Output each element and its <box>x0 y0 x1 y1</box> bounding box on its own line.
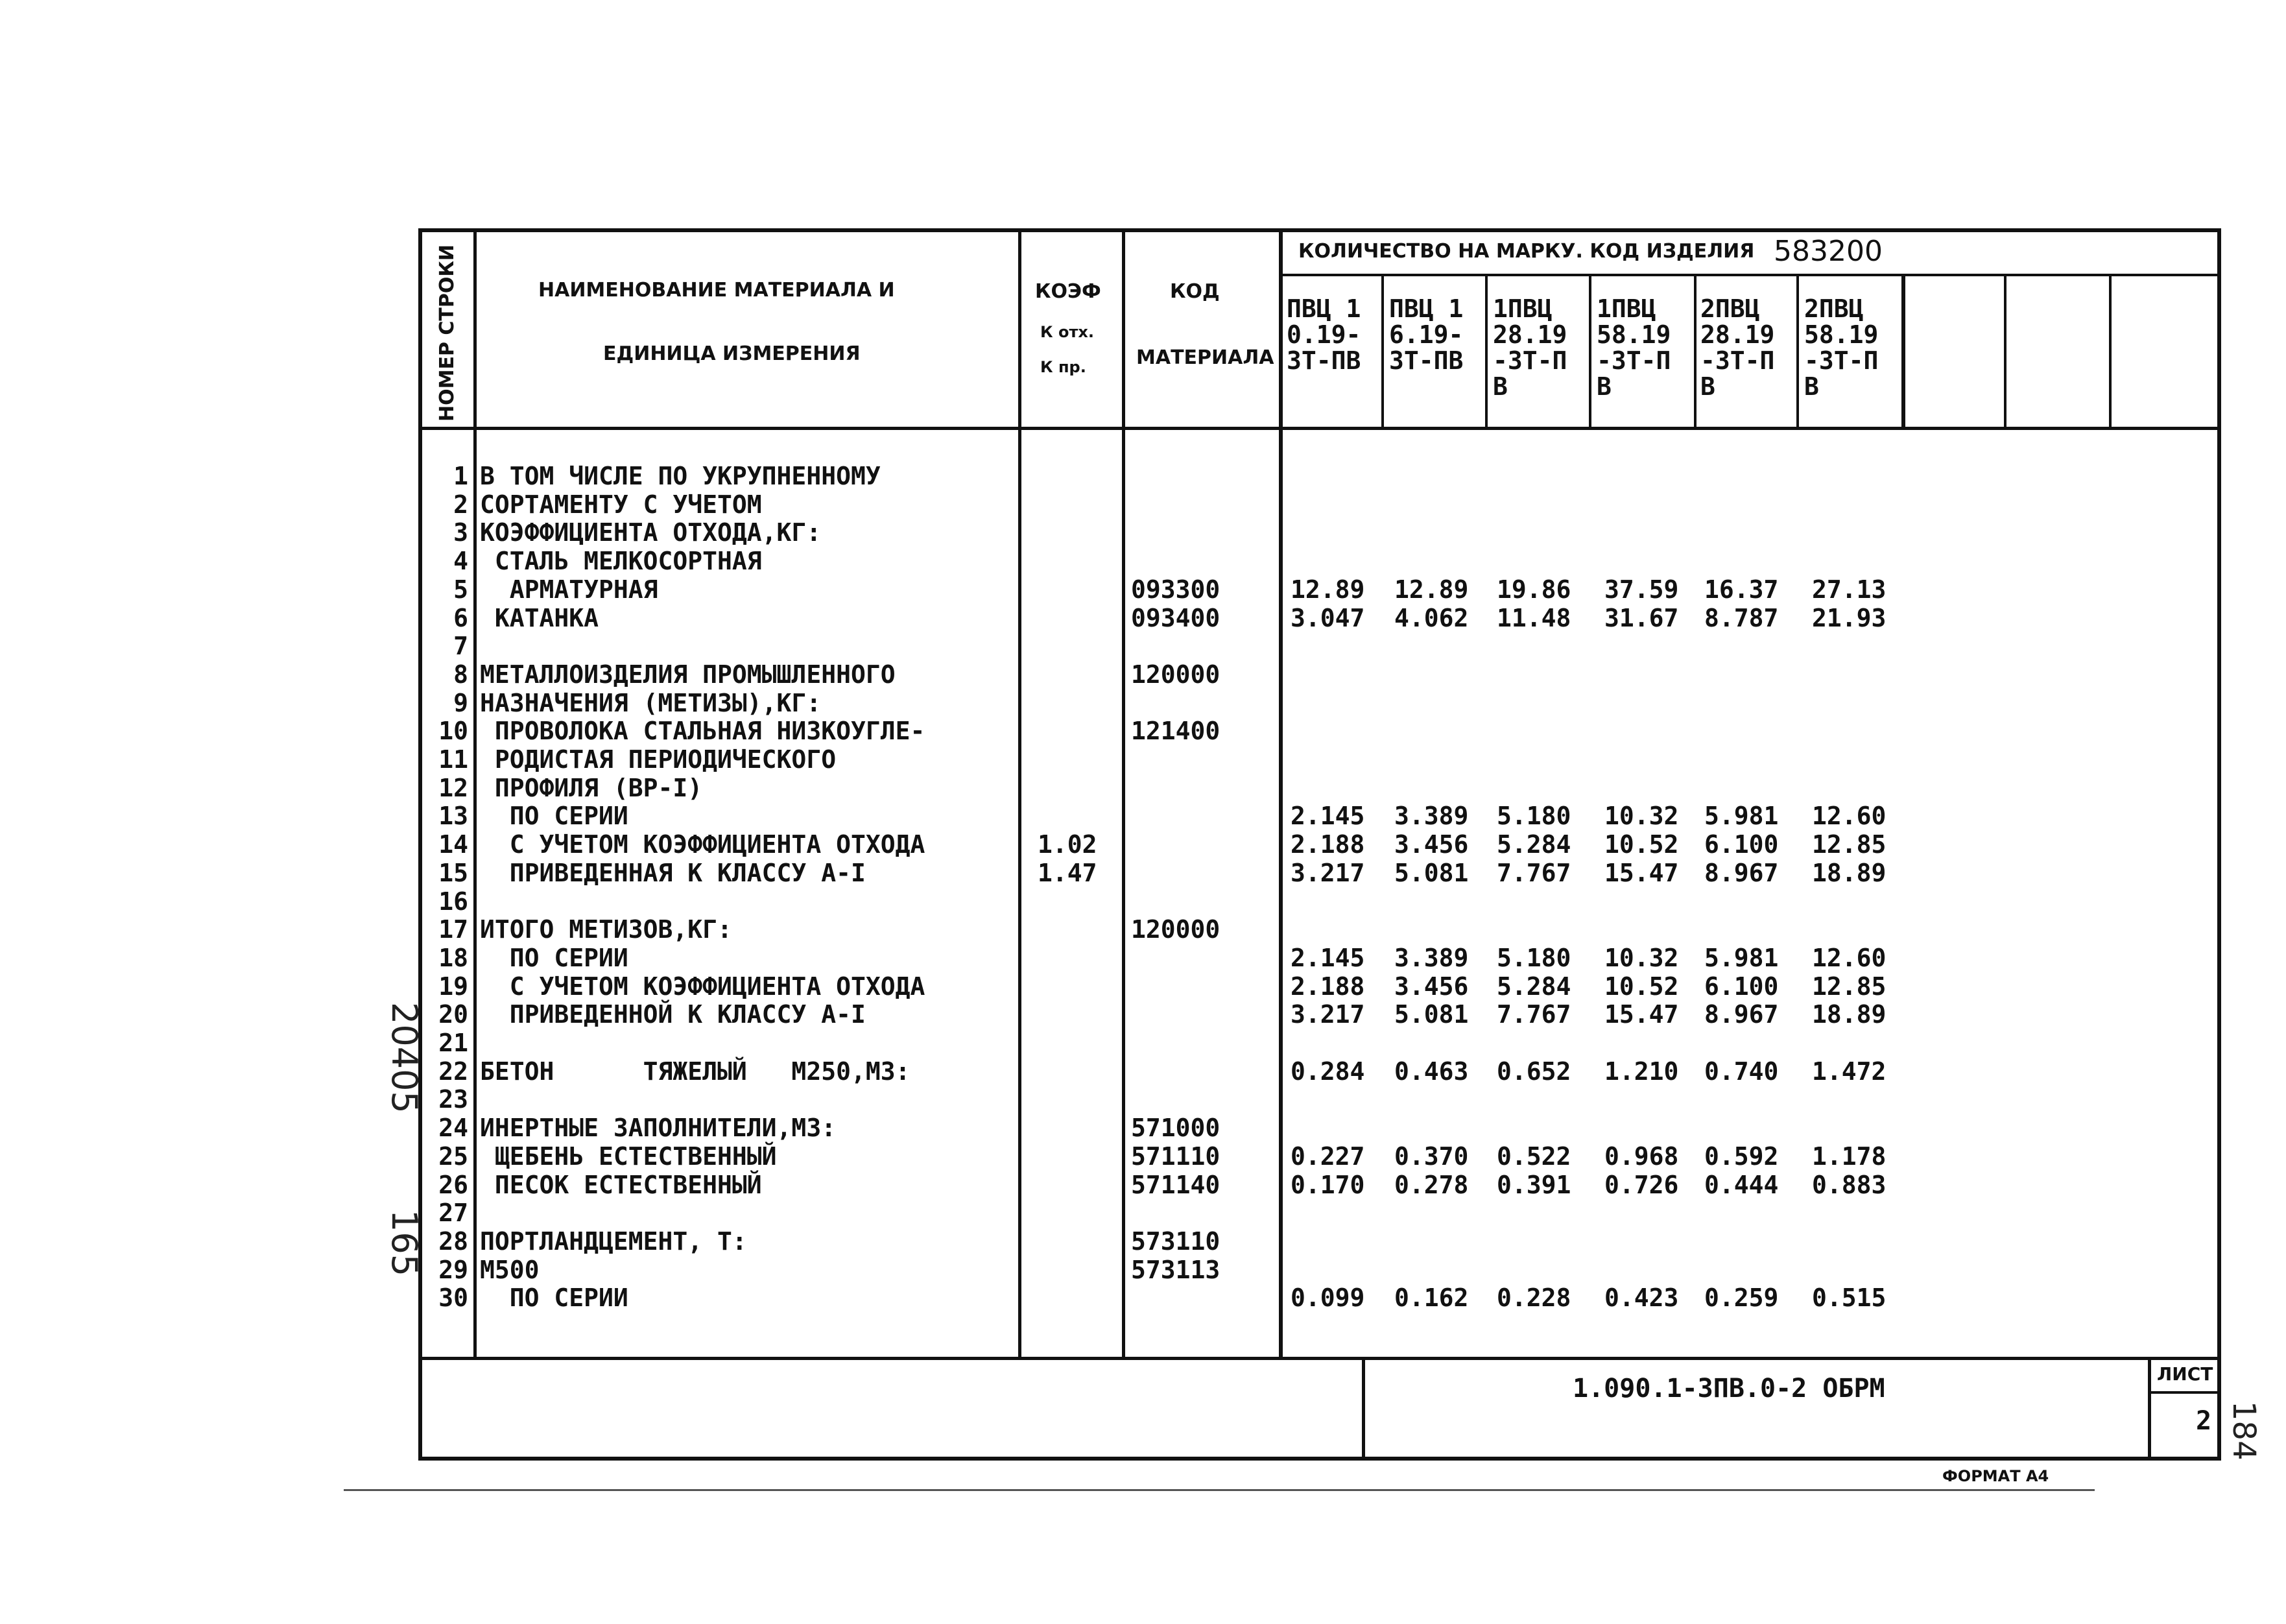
quantity-cell: 27.13 <box>1812 575 1887 604</box>
quantity-cell: 6.100 <box>1704 830 1779 859</box>
format-label: ФОРМАТ А4 <box>1942 1467 2049 1485</box>
quantity-cell: 37.59 <box>1604 575 1679 604</box>
table-row <box>0 915 2286 944</box>
document-code: 1.090.1-3ПВ.0-2 ОБРМ <box>1573 1374 1885 1403</box>
quantity-cell: 3.217 <box>1291 1000 1365 1029</box>
quantity-cell: 0.370 <box>1394 1142 1469 1171</box>
quantity-cell: 10.52 <box>1604 830 1679 859</box>
material-code: 093300 <box>1131 575 1220 604</box>
quantity-cell: 10.32 <box>1604 802 1679 830</box>
margin-note-right: 184 <box>2226 1401 2262 1461</box>
quantity-cell: 11.48 <box>1497 604 1571 632</box>
code-header: КОД <box>1170 280 1220 303</box>
quantity-cell: 5.981 <box>1704 944 1779 972</box>
row-number: 12 <box>438 774 468 802</box>
mark-header: 2ПВЦ 58.19 -3Т-П В <box>1804 294 1879 401</box>
quantity-cell: 4.062 <box>1394 604 1469 632</box>
quantity-cell: 0.227 <box>1291 1142 1365 1171</box>
quantity-cell: 0.522 <box>1497 1142 1571 1171</box>
row-number: 29 <box>438 1256 468 1284</box>
mark-header: ПВЦ 1 0.19- 3Т-ПВ <box>1287 294 1361 375</box>
table-row <box>0 1227 2286 1256</box>
table-row <box>0 1029 2286 1057</box>
material-name: ПО СЕРИИ <box>480 802 628 830</box>
material-name: ПО СЕРИИ <box>480 944 628 972</box>
table-row <box>0 1142 2286 1171</box>
row-number: 20 <box>438 1000 468 1029</box>
quantity-cell: 5.081 <box>1394 859 1469 887</box>
quantity-cell: 16.37 <box>1704 575 1779 604</box>
table-row <box>0 632 2286 660</box>
product-code: 583200 <box>1774 235 1883 268</box>
row-number: 4 <box>453 547 468 575</box>
row-number: 23 <box>438 1085 468 1114</box>
material-name: С УЧЕТОМ КОЭФФИЦИЕНТА ОТХОДА <box>480 972 925 1001</box>
material-name: МЕТАЛЛОИЗДЕЛИЯ ПРОМЫШЛЕННОГО <box>480 660 896 689</box>
row-number: 27 <box>438 1199 468 1227</box>
sheet-number: 2 <box>2196 1406 2212 1436</box>
row-number: 5 <box>453 575 468 604</box>
quantity-cell: 0.162 <box>1394 1284 1469 1312</box>
quantity-cell: 18.89 <box>1812 859 1887 887</box>
row-number: 8 <box>453 660 468 689</box>
material-name: КОЭФФИЦИЕНТА ОТХОДА,КГ: <box>480 518 822 547</box>
quantity-cell: 12.60 <box>1812 802 1887 830</box>
quantity-cell: 21.93 <box>1812 604 1887 632</box>
material-name: ПРИВЕДЕННАЯ К КЛАССУ А-I <box>480 859 866 887</box>
quantity-cell: 12.89 <box>1291 575 1365 604</box>
row-number: 6 <box>453 604 468 632</box>
table-row <box>0 802 2286 830</box>
material-name: БЕТОН ТЯЖЕЛЫЙ М250,М3: <box>480 1057 911 1086</box>
margin-note-number: 20405 <box>384 1002 425 1114</box>
material-code: 571110 <box>1131 1142 1220 1171</box>
quantity-cell: 0.592 <box>1704 1142 1779 1171</box>
material-name: СОРТАМЕНТУ С УЧЕТОМ <box>480 490 762 519</box>
table-row <box>0 1114 2286 1142</box>
mark-header: 1ПВЦ 28.19 -3Т-П В <box>1493 294 1567 401</box>
table-row <box>0 462 2286 490</box>
row-number: 7 <box>453 632 468 660</box>
quantity-cell: 1.472 <box>1812 1057 1887 1086</box>
table-row <box>0 859 2286 887</box>
material-name: ИНЕРТНЫЕ ЗАПОЛНИТЕЛИ,М3: <box>480 1114 837 1142</box>
row-number: 19 <box>438 972 468 1001</box>
sheet-label: ЛИСТ <box>2157 1363 2213 1385</box>
row-number: 16 <box>438 887 468 916</box>
quantity-cell: 18.89 <box>1812 1000 1887 1029</box>
table-row <box>0 717 2286 745</box>
quantity-cell: 3.456 <box>1394 830 1469 859</box>
quantity-cell: 7.767 <box>1497 859 1571 887</box>
quantity-cell: 3.047 <box>1291 604 1365 632</box>
quantity-cell: 0.968 <box>1604 1142 1679 1171</box>
material-name: НАЗНАЧЕНИЯ (МЕТИЗЫ),КГ: <box>480 689 822 717</box>
quantity-cell: 0.883 <box>1812 1171 1887 1199</box>
material-name: ПРОВОЛОКА СТАЛЬНАЯ НИЗКОУГЛЕ- <box>480 717 925 745</box>
mark-header: ПВЦ 1 6.19- 3Т-ПВ <box>1389 294 1464 375</box>
table-row <box>0 887 2286 916</box>
quantity-cell: 12.85 <box>1812 830 1887 859</box>
unit-header: ЕДИНИЦА ИЗМЕРЕНИЯ <box>603 342 861 365</box>
quantity-cell: 5.081 <box>1394 1000 1469 1029</box>
quantity-header: КОЛИЧЕСТВО НА МАРКУ. КОД ИЗДЕЛИЯ <box>1298 240 1755 263</box>
table-row <box>0 1199 2286 1227</box>
format-underline <box>344 1489 2095 1491</box>
koef-otx-header: К отх. <box>1040 323 1094 341</box>
material-code: 120000 <box>1131 915 1220 944</box>
table-row <box>0 1284 2286 1312</box>
material-name: КАТАНКА <box>480 604 599 632</box>
row-number: 2 <box>453 490 468 519</box>
quantity-cell: 2.188 <box>1291 830 1365 859</box>
quantity-cell: 2.145 <box>1291 944 1365 972</box>
row-number: 11 <box>438 745 468 774</box>
quantity-cell: 5.180 <box>1497 944 1571 972</box>
material-name: ИТОГО МЕТИЗОВ,КГ: <box>480 915 732 944</box>
material-name: ПРИВЕДЕННОЙ К КЛАССУ А-I <box>480 1000 866 1029</box>
row-number: 1 <box>453 462 468 490</box>
quantity-cell: 0.463 <box>1394 1057 1469 1086</box>
material-name: В ТОМ ЧИСЛЕ ПО УКРУПНЕННОМУ <box>480 462 881 490</box>
table-row <box>0 660 2286 689</box>
quantity-cell: 1.178 <box>1812 1142 1887 1171</box>
quantity-cell: 15.47 <box>1604 1000 1679 1029</box>
table-row <box>0 1256 2286 1284</box>
material-name: М500 <box>480 1256 540 1284</box>
material-name: ПЕСОК ЕСТЕСТВЕННЫЙ <box>480 1171 762 1199</box>
table-row <box>0 518 2286 547</box>
row-number: 13 <box>438 802 468 830</box>
table-row <box>0 547 2286 575</box>
row-number: 21 <box>438 1029 468 1057</box>
material-code: 573110 <box>1131 1227 1220 1256</box>
quantity-cell: 31.67 <box>1604 604 1679 632</box>
quantity-cell: 5.284 <box>1497 972 1571 1001</box>
row-number: 22 <box>438 1057 468 1086</box>
table-row <box>0 1000 2286 1029</box>
quantity-cell: 3.217 <box>1291 859 1365 887</box>
table-row <box>0 1171 2286 1199</box>
quantity-cell: 8.787 <box>1704 604 1779 632</box>
table-row <box>0 1057 2286 1086</box>
table-row <box>0 944 2286 972</box>
material-name: ПРОФИЛЯ (ВР-I) <box>480 774 703 802</box>
quantity-cell: 0.444 <box>1704 1171 1779 1199</box>
quantity-cell: 3.389 <box>1394 802 1469 830</box>
koef-value: 1.47 <box>1038 859 1097 887</box>
quantity-cell: 10.32 <box>1604 944 1679 972</box>
table-row <box>0 830 2286 859</box>
quantity-cell: 5.180 <box>1497 802 1571 830</box>
quantity-cell: 0.726 <box>1604 1171 1679 1199</box>
material-code: 120000 <box>1131 660 1220 689</box>
quantity-cell: 0.740 <box>1704 1057 1779 1086</box>
table-row <box>0 774 2286 802</box>
table-row <box>0 972 2286 1001</box>
quantity-cell: 12.60 <box>1812 944 1887 972</box>
quantity-cell: 2.145 <box>1291 802 1365 830</box>
material-code: 121400 <box>1131 717 1220 745</box>
quantity-cell: 12.85 <box>1812 972 1887 1001</box>
quantity-cell: 0.099 <box>1291 1284 1365 1312</box>
row-number: 15 <box>438 859 468 887</box>
quantity-cell: 0.515 <box>1812 1284 1887 1312</box>
quantity-cell: 19.86 <box>1497 575 1571 604</box>
row-number: 14 <box>438 830 468 859</box>
row-number: 24 <box>438 1114 468 1142</box>
mark-header: 2ПВЦ 28.19 -3Т-П В <box>1700 294 1775 401</box>
quantity-cell: 5.981 <box>1704 802 1779 830</box>
quantity-cell: 3.389 <box>1394 944 1469 972</box>
material-name: РОДИСТАЯ ПЕРИОДИЧЕСКОГО <box>480 745 837 774</box>
quantity-cell: 12.89 <box>1394 575 1469 604</box>
quantity-cell: 15.47 <box>1604 859 1679 887</box>
table-row <box>0 745 2286 774</box>
quantity-cell: 0.259 <box>1704 1284 1779 1312</box>
material-code: 093400 <box>1131 604 1220 632</box>
quantity-cell: 6.100 <box>1704 972 1779 1001</box>
row-number: 25 <box>438 1142 468 1171</box>
material-name: С УЧЕТОМ КОЭФФИЦИЕНТА ОТХОДА <box>480 830 925 859</box>
material-code: 573113 <box>1131 1256 1220 1284</box>
row-number: 17 <box>438 915 468 944</box>
table-row <box>0 604 2286 632</box>
material-code-header: МАТЕРИАЛА <box>1136 346 1274 369</box>
quantity-cell: 0.170 <box>1291 1171 1365 1199</box>
quantity-cell: 10.52 <box>1604 972 1679 1001</box>
material-name: ПО СЕРИИ <box>480 1284 628 1312</box>
table-row <box>0 1085 2286 1114</box>
quantity-cell: 2.188 <box>1291 972 1365 1001</box>
row-number: 3 <box>453 518 468 547</box>
quantity-cell: 0.391 <box>1497 1171 1571 1199</box>
margin-note-page: 165 <box>384 1210 425 1277</box>
material-code: 571000 <box>1131 1114 1220 1142</box>
table-row <box>0 689 2286 717</box>
material-name: ПОРТЛАНДЦЕМЕНТ, Т: <box>480 1227 747 1256</box>
quantity-cell: 5.284 <box>1497 830 1571 859</box>
material-name: СТАЛЬ МЕЛКОСОРТНАЯ <box>480 547 762 575</box>
material-name: АРМАТУРНАЯ <box>480 575 658 604</box>
quantity-cell: 0.652 <box>1497 1057 1571 1086</box>
quantity-cell: 0.284 <box>1291 1057 1365 1086</box>
koef-pr-header: К пр. <box>1040 358 1086 376</box>
koef-header: КОЭФ <box>1035 280 1101 303</box>
table-row <box>0 575 2286 604</box>
mark-header: 1ПВЦ 58.19 -3Т-П В <box>1597 294 1671 401</box>
quantity-cell: 0.278 <box>1394 1171 1469 1199</box>
row-number: 26 <box>438 1171 468 1199</box>
quantity-cell: 7.767 <box>1497 1000 1571 1029</box>
row-number: 9 <box>453 689 468 717</box>
quantity-cell: 0.228 <box>1497 1284 1571 1312</box>
row-number: 28 <box>438 1227 468 1256</box>
quantity-cell: 3.456 <box>1394 972 1469 1001</box>
quantity-cell: 8.967 <box>1704 1000 1779 1029</box>
row-number: 10 <box>438 717 468 745</box>
quantity-cell: 0.423 <box>1604 1284 1679 1312</box>
row-number: 18 <box>438 944 468 972</box>
row-number: 30 <box>438 1284 468 1312</box>
koef-value: 1.02 <box>1038 830 1097 859</box>
material-name: ЩЕБЕНЬ ЕСТЕСТВЕННЫЙ <box>480 1142 777 1171</box>
row-number-header: НОМЕР СТРОКИ <box>436 245 458 422</box>
material-name-header: НАИМЕНОВАНИЕ МАТЕРИАЛА И <box>538 279 895 302</box>
material-code: 571140 <box>1131 1171 1220 1199</box>
table-row <box>0 490 2286 519</box>
quantity-cell: 8.967 <box>1704 859 1779 887</box>
quantity-cell: 1.210 <box>1604 1057 1679 1086</box>
